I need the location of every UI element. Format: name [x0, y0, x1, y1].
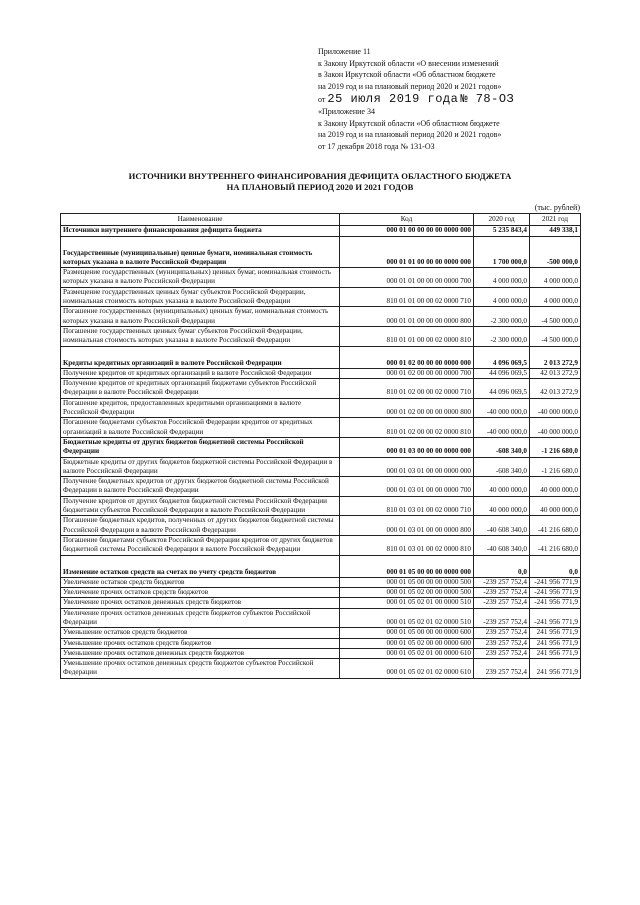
header-2020: 2020 год — [474, 214, 530, 226]
financing-sources-table — [60, 213, 581, 679]
row-value-2020: 239 257 752,4 — [474, 628, 530, 638]
table-row — [61, 638, 581, 648]
row-value-2020: -608 340,0 — [474, 457, 530, 477]
row-name: Погашение кредитов, предоставленных кредитными организациями в валюте Российской Федерации — [61, 398, 340, 418]
row-code: 000 01 03 00 00 00 0000 000 — [340, 437, 474, 457]
header-line: к Закону Иркутской области «Об областном бюджете — [318, 118, 500, 128]
row-name: Кредиты кредитных организаций в валюте Российской Федерации — [61, 346, 340, 368]
row-name: Погашение бюджетных кредитов, полученных от других бюджетов бюджетной системы Российской Федерации в валюте Российской Федерации — [61, 516, 340, 536]
row-value-2021: 40 000 000,0 — [530, 477, 581, 497]
row-value-2021: -241 956 771,9 — [530, 608, 581, 628]
title-line-2: НА ПЛАНОВЫЙ ПЕРИОД 2020 И 2021 ГОДОВ — [226, 182, 414, 192]
row-value-2021: -41 216 680,0 — [530, 516, 581, 536]
units-label: (тыс. рублей) — [534, 203, 580, 212]
row-value-2020: -239 257 752,4 — [474, 598, 530, 608]
row-code: 000 01 05 02 00 00 0000 600 — [340, 638, 474, 648]
row-name: Увеличение прочих остатков средств бюджетов — [61, 588, 340, 598]
row-value-2020: -40 608 340,0 — [474, 516, 530, 536]
row-name: Изменение остатков средств на счетах по учету средств бюджетов — [61, 555, 340, 577]
row-name: Государственные (муниципальные) ценные бумаги, номинальная стоимость которых указана в валюте Российской Федерации — [61, 236, 340, 268]
row-value-2020: 40 000 000,0 — [474, 496, 530, 516]
header-2021: 2021 год — [530, 214, 581, 226]
row-value-2021: 42 013 272,9 — [530, 379, 581, 399]
row-value-2020: 4 000 000,0 — [474, 268, 530, 288]
row-name: Получение бюджетных кредитов от других бюджетов бюджетной системы Российской Федерации в валюте Российской Федерации — [61, 477, 340, 497]
row-name: Уменьшение прочих остатков денежных средств бюджетов — [61, 648, 340, 658]
row-value-2020: -608 340,0 — [474, 437, 530, 457]
appendix-header — [318, 46, 618, 153]
table-row — [61, 398, 581, 418]
table-row — [61, 326, 581, 346]
row-value-2020: -239 257 752,4 — [474, 577, 530, 587]
law-date: 25 июля 2019 года — [327, 91, 459, 106]
row-name: Бюджетные кредиты от других бюджетов бюджетной системы Российской Федерации в валюте Российской Федерации — [61, 457, 340, 477]
row-value-2021: -1 216 680,0 — [530, 437, 581, 457]
row-code: 000 01 02 00 00 00 0000 700 — [340, 368, 474, 378]
row-value-2020: 4 096 069,5 — [474, 346, 530, 368]
table-row — [61, 379, 581, 399]
date-prefix: от — [318, 94, 326, 104]
row-code: 810 01 02 00 00 02 0000 810 — [340, 418, 474, 438]
table-row — [61, 577, 581, 587]
row-value-2020: 5 235 843,4 — [474, 226, 530, 236]
table-row — [61, 368, 581, 378]
row-name: Увеличение остатков средств бюджетов — [61, 577, 340, 587]
row-name: Погашение государственных ценных бумаг субъектов Российской Федерации, номинальная стоимость которых указана в валюте Российской Федерации — [61, 326, 340, 346]
law-number: № 78-ОЗ — [460, 91, 515, 106]
header-line: к Закону Иркутской области «О внесении изменений — [318, 58, 499, 68]
table-row — [61, 648, 581, 658]
table-row — [61, 598, 581, 608]
row-name: Увеличение прочих остатков денежных средств бюджетов — [61, 598, 340, 608]
row-code: 000 01 01 00 00 00 0000 700 — [340, 268, 474, 288]
table-row — [61, 659, 581, 679]
table-row — [61, 535, 581, 555]
table-row — [61, 346, 581, 368]
row-code: 000 01 03 01 00 00 0000 000 — [340, 457, 474, 477]
row-code: 810 01 02 00 00 02 0000 710 — [340, 379, 474, 399]
table-header-row — [61, 214, 581, 226]
row-value-2021: -500 000,0 — [530, 236, 581, 268]
row-value-2020: -2 300 000,0 — [474, 326, 530, 346]
row-code: 810 01 03 01 00 02 0000 810 — [340, 535, 474, 555]
table-body — [61, 226, 581, 678]
row-value-2021: -40 000 000,0 — [530, 398, 581, 418]
row-name: Уменьшение прочих остатков средств бюджетов — [61, 638, 340, 648]
row-name: Получение кредитов от кредитных организаций в валюте Российской Федерации — [61, 368, 340, 378]
row-code: 000 01 05 02 01 02 0000 510 — [340, 608, 474, 628]
row-value-2021: 241 956 771,9 — [530, 638, 581, 648]
row-value-2021: -241 956 771,9 — [530, 577, 581, 587]
table-row — [61, 226, 581, 236]
table-row — [61, 437, 581, 457]
row-value-2021: -241 956 771,9 — [530, 588, 581, 598]
row-name: Размещение государственных ценных бумаг субъектов Российской Федерации, номинальная стоимость которых указана в валюте Российской Федерации — [61, 287, 340, 307]
row-value-2021: 4 000 000,0 — [530, 268, 581, 288]
row-code: 000 01 00 00 00 00 0000 000 — [340, 226, 474, 236]
row-code: 000 01 05 02 01 00 0000 610 — [340, 648, 474, 658]
row-value-2021: -4 500 000,0 — [530, 307, 581, 327]
row-value-2021: -1 216 680,0 — [530, 457, 581, 477]
row-value-2020: 4 000 000,0 — [474, 287, 530, 307]
row-code: 000 01 05 00 00 00 0000 600 — [340, 628, 474, 638]
table-row — [61, 236, 581, 268]
row-value-2020: -40 000 000,0 — [474, 418, 530, 438]
table-row — [61, 418, 581, 438]
row-code: 000 01 05 02 01 02 0000 610 — [340, 659, 474, 679]
row-value-2021: 2 013 272,9 — [530, 346, 581, 368]
row-value-2021: 241 956 771,9 — [530, 628, 581, 638]
row-value-2021: 449 338,1 — [530, 226, 581, 236]
header-line: «Приложение 34 — [318, 106, 375, 116]
row-code: 000 01 05 02 00 00 0000 500 — [340, 588, 474, 598]
table-row — [61, 555, 581, 577]
row-name: Увеличение прочих остатков денежных средств бюджетов субъектов Российской Федерации — [61, 608, 340, 628]
row-value-2021: 241 956 771,9 — [530, 659, 581, 679]
title-line-1: ИСТОЧНИКИ ВНУТРЕННЕГО ФИНАНСИРОВАНИЯ ДЕФИЦИТА ОБЛАСТНОГО БЮДЖЕТА — [128, 171, 512, 181]
row-code: 000 01 01 00 00 00 0000 800 — [340, 307, 474, 327]
header-date-line — [318, 93, 618, 106]
row-name: Уменьшение остатков средств бюджетов — [61, 628, 340, 638]
table-row — [61, 477, 581, 497]
row-value-2020: 44 096 069,5 — [474, 368, 530, 378]
header-line: от 17 декабря 2018 года № 131-ОЗ — [318, 141, 435, 151]
row-code: 000 01 02 00 00 00 0000 800 — [340, 398, 474, 418]
row-value-2020: 239 257 752,4 — [474, 659, 530, 679]
table-row — [61, 307, 581, 327]
row-value-2021: 0,0 — [530, 555, 581, 577]
table-row — [61, 588, 581, 598]
row-value-2021: -41 216 680,0 — [530, 535, 581, 555]
header-code: Код — [340, 214, 474, 226]
row-value-2021: 42 013 272,9 — [530, 368, 581, 378]
row-name: Погашение бюджетами субъектов Российской Федерации кредитов от других бюджетов бюджетной системы Российской Федерации в валюте Российской Федерации — [61, 535, 340, 555]
row-code: 000 01 01 00 00 00 0000 000 — [340, 236, 474, 268]
row-code: 000 01 05 00 00 00 0000 500 — [340, 577, 474, 587]
document-title — [60, 171, 580, 193]
table-row — [61, 628, 581, 638]
table-row — [61, 457, 581, 477]
row-name: Получение кредитов от кредитных организаций бюджетами субъектов Российской Федерации в валюте Российской Федерации — [61, 379, 340, 399]
row-value-2020: 0,0 — [474, 555, 530, 577]
row-value-2021: -4 500 000,0 — [530, 326, 581, 346]
header-name: Наименование — [61, 214, 340, 226]
row-code: 000 01 02 00 00 00 0000 000 — [340, 346, 474, 368]
row-value-2020: 239 257 752,4 — [474, 648, 530, 658]
header-line: Приложение 11 — [318, 47, 371, 56]
header-line: на 2019 год и на плановый период 2020 и 2021 годов» — [318, 82, 502, 92]
row-value-2020: -239 257 752,4 — [474, 588, 530, 598]
row-value-2020: -239 257 752,4 — [474, 608, 530, 628]
row-code: 810 01 01 00 00 02 0000 810 — [340, 326, 474, 346]
table-row — [61, 516, 581, 536]
row-value-2021: 241 956 771,9 — [530, 648, 581, 658]
row-value-2020: 239 257 752,4 — [474, 638, 530, 648]
row-value-2020: -2 300 000,0 — [474, 307, 530, 327]
header-line: на 2019 год и на плановый период 2020 и 2021 годов» — [318, 130, 502, 140]
row-value-2021: 40 000 000,0 — [530, 496, 581, 516]
table-row — [61, 608, 581, 628]
table-row — [61, 268, 581, 288]
row-code: 810 01 03 01 00 02 0000 710 — [340, 496, 474, 516]
row-code: 000 01 05 02 01 00 0000 510 — [340, 598, 474, 608]
row-code: 000 01 03 01 00 00 0000 800 — [340, 516, 474, 536]
row-value-2021: -241 956 771,9 — [530, 598, 581, 608]
row-value-2021: 4 000 000,0 — [530, 287, 581, 307]
row-name: Получение кредитов от других бюджетов бюджетной системы Российской Федерации бюджетами субъектов Российской Федерации в валюте Российской Федерации — [61, 496, 340, 516]
row-name: Источники внутреннего финансирования дефицита бюджета — [61, 226, 340, 236]
row-name: Размещение государственных (муниципальных) ценных бумаг, номинальная стоимость которых указана в валюте Российской Федерации — [61, 268, 340, 288]
row-code: 000 01 03 01 00 00 0000 700 — [340, 477, 474, 497]
row-name: Погашение бюджетами субъектов Российской Федерации кредитов от кредитных организаций в валюте Российской Федерации — [61, 418, 340, 438]
row-value-2020: -40 608 340,0 — [474, 535, 530, 555]
row-value-2020: 44 096 069,5 — [474, 379, 530, 399]
row-value-2020: 1 700 000,0 — [474, 236, 530, 268]
row-code: 810 01 01 00 00 02 0000 710 — [340, 287, 474, 307]
table-row — [61, 496, 581, 516]
row-code: 000 01 05 00 00 00 0000 000 — [340, 555, 474, 577]
row-value-2020: -40 000 000,0 — [474, 398, 530, 418]
header-line: в Закон Иркутской области «Об областном бюджете — [318, 70, 496, 80]
row-value-2020: 40 000 000,0 — [474, 477, 530, 497]
row-name: Уменьшение прочих остатков денежных средств бюджетов субъектов Российской Федерации — [61, 659, 340, 679]
row-value-2021: -40 000 000,0 — [530, 418, 581, 438]
row-name: Бюджетные кредиты от других бюджетов бюджетной системы Российской Федерации — [61, 437, 340, 457]
row-name: Погашение государственных (муниципальных) ценных бумаг, номинальная стоимость которых указана в валюте Российской Федерации — [61, 307, 340, 327]
table-row — [61, 287, 581, 307]
